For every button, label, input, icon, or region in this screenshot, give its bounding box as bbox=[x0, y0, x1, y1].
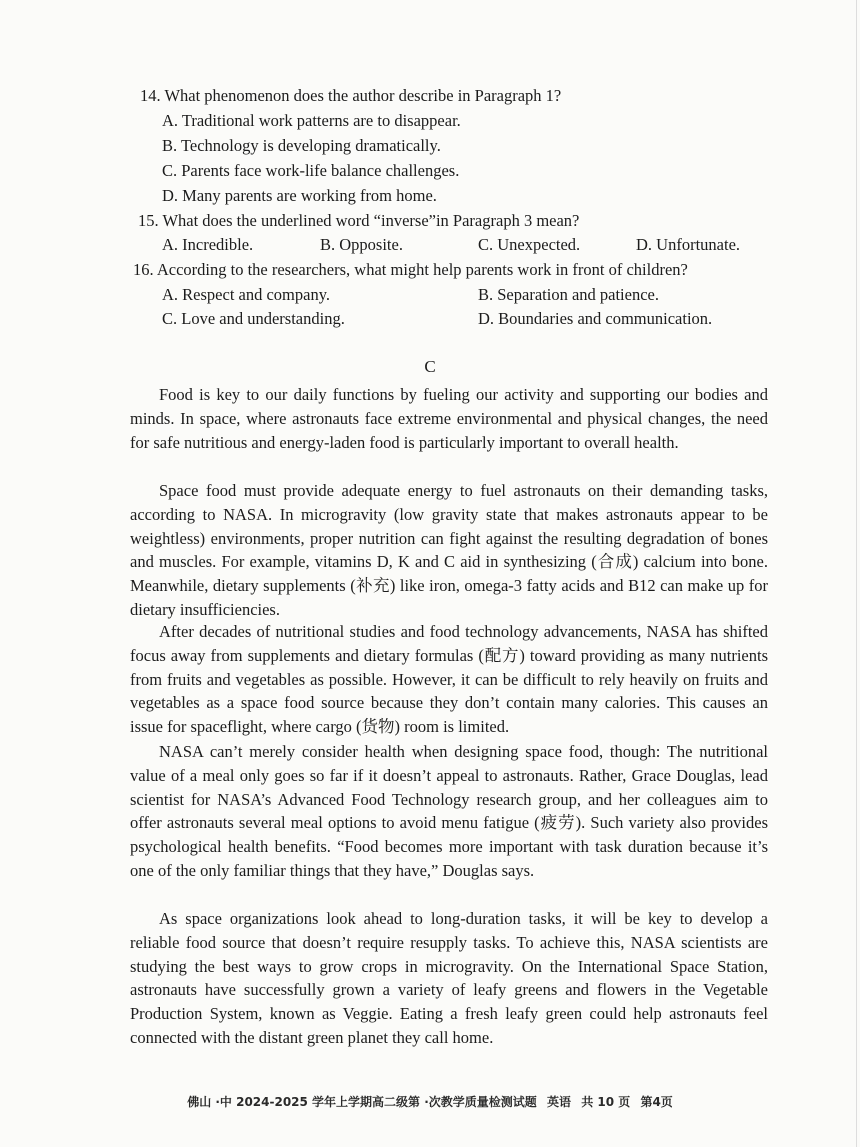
footer-total-pages: 共 10 页 bbox=[581, 1095, 631, 1109]
question-16-option-b: B. Separation and patience. bbox=[478, 285, 659, 304]
footer-exam-title: 佛山 ·中 2024-2025 学年上学期高二级第 ·次教学质量检测试题 bbox=[187, 1095, 537, 1109]
question-14-stem: 14. What phenomenon does the author describe in Paragraph 1? bbox=[140, 86, 562, 105]
footer-page-number: 第4页 bbox=[640, 1095, 673, 1109]
passage-paragraph-1: Food is key to our daily functions by fueling our activity and supporting our bodies and minds. In space, where astronauts face extreme environmental and physical changes, the need for safe nutritious and energy-laden food is particularly important to overall health. bbox=[130, 385, 768, 452]
footer-subject: 英语 bbox=[546, 1095, 571, 1109]
question-15-option-c: C. Unexpected. bbox=[478, 235, 581, 254]
question-16-option-c: C. Love and understanding. bbox=[162, 309, 345, 328]
page-footer bbox=[0, 1093, 860, 1110]
question-14-option-d: D. Many parents are working from home. bbox=[162, 186, 437, 205]
question-16-option-d: D. Boundaries and communication. bbox=[478, 309, 713, 328]
question-14-option-c: C. Parents face work-life balance challenges. bbox=[162, 161, 460, 180]
question-15-option-a: A. Incredible. bbox=[162, 235, 254, 254]
passage-paragraph-4: NASA can’t merely consider health when designing space food, though: The nutritional value of a meal only goes so far if it doesn’t appeal to astronauts. Rather, Grace Douglas, lead scientist for NASA’s Advanced Food Technology research group, and her colleagues aim to offer astronauts several meal options to avoid menu fatigue (疲劳). Such variety also provides psychological health benefits. “Food becomes more important with task duration because it’s one of the only familiar things that they have,” Douglas says. bbox=[130, 742, 768, 880]
question-14-option-a: A. Traditional work patterns are to disappear. bbox=[162, 111, 461, 130]
passage-paragraph-3: After decades of nutritional studies and food technology advancements, NASA has shifted focus away from supplements and dietary formulas (配方) toward providing as many nutrients from fruits and vegetables as possible. However, it can be difficult to rely heavily on fruits and vegetables as a space food source because they don’t contain many calories. This causes an issue for spaceflight, where cargo (货物) room is limited. bbox=[130, 622, 768, 737]
scan-edge-line bbox=[856, 0, 857, 1147]
question-14-option-b: B. Technology is developing dramatically. bbox=[162, 136, 441, 155]
passage-paragraph-5: As space organizations look ahead to long-duration tasks, it will be key to develop a reliable food source that doesn’t require resupply tasks. To achieve this, NASA scientists are studying the best ways to grow crops in microgravity. On the International Space Station, astronauts have successfully grown a variety of leafy greens and flowers in the Vegetable Production System, known as Veggie. Eating a fresh leafy green could help astronauts feel connected with the distant green planet they call home. bbox=[130, 909, 768, 1047]
question-15-stem: 15. What does the underlined word “inverse”in Paragraph 3 mean? bbox=[138, 211, 580, 230]
question-16-stem: 16. According to the researchers, what might help parents work in front of children? bbox=[133, 260, 688, 279]
question-16-option-a: A. Respect and company. bbox=[162, 285, 331, 304]
question-15-option-d: D. Unfortunate. bbox=[636, 235, 741, 254]
question-15-option-b: B. Opposite. bbox=[320, 235, 403, 254]
section-title: C bbox=[424, 357, 436, 376]
passage-paragraph-2: Space food must provide adequate energy to fuel astronauts on their demanding tasks, according to NASA. In microgravity (low gravity state that makes astronauts appear to be weightless) environments, proper nutrition can fight against the resulting degradation of bones and muscles. For example, vitamins D, K and C aid in synthesizing (合成) calcium into bone. Meanwhile, dietary supplements (补充) like iron, omega-3 fatty acids and B12 can make up for dietary insufficiencies. bbox=[130, 481, 768, 619]
